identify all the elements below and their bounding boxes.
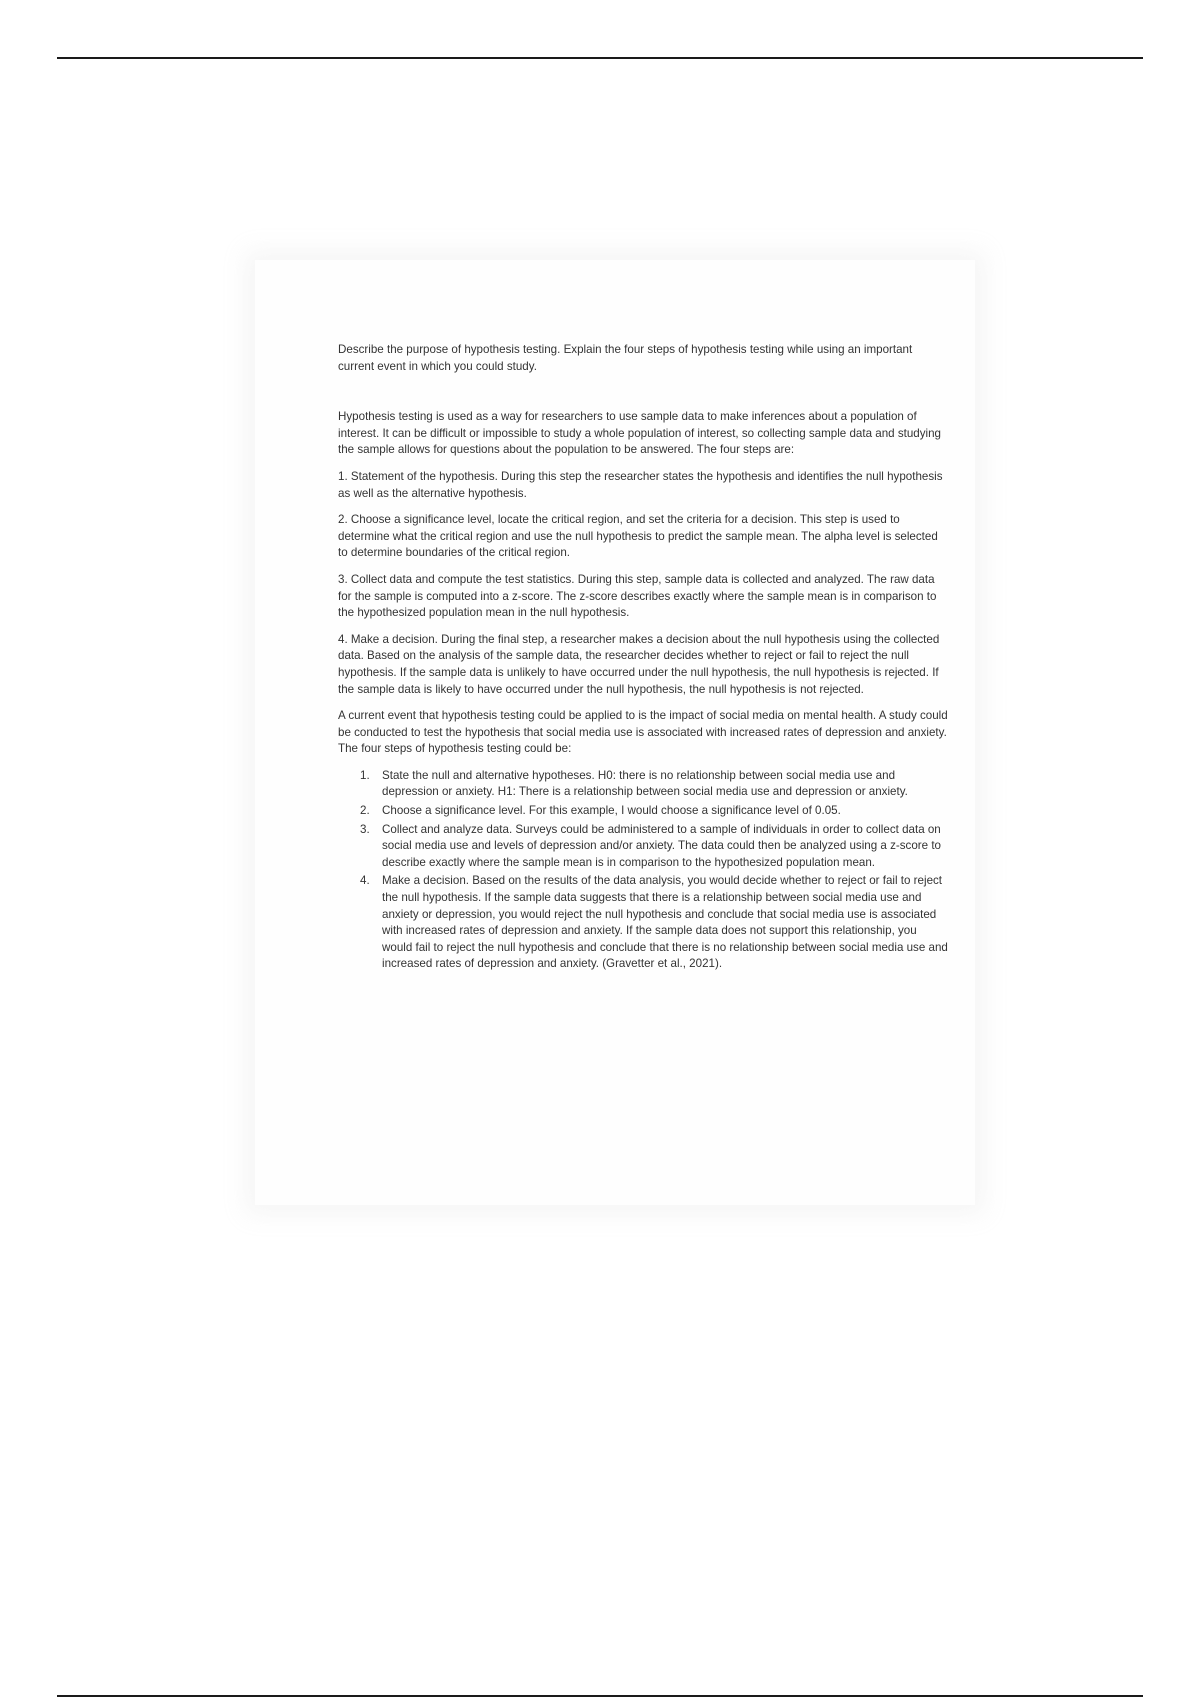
list-item [360,768,948,801]
step-paragraph-1: 1. Statement of the hypothesis. During this step the researcher states the hypothesis and identifies the null hypothesis as well as the alternative hypothesis. [338,469,943,500]
bottom-divider [57,1695,1143,1697]
top-divider [57,57,1143,59]
intro-paragraph: Hypothesis testing is used as a way for researchers to use sample data to make inferences about a population of interest. It can be difficult or impossible to study a whole population of interest, so collecting sample data and studying the sample allows for questions about the population to be answered. The four steps are: [338,410,942,457]
step-paragraph-4: 4. Make a decision. During the final step, a researcher makes a decision about the null hypothesis using the collected data. Based on the analysis of the sample data, the researcher decides whether to reject or fail to reject the null hypothesis. If the sample data is unlikely to have occurred under the null hypothesis, the null hypothesis is rejected. If the sample data is likely to have occurred under the null hypothesis, the null hypothesis is not rejected. [338,632,940,696]
list-item-number: 1. [360,768,370,782]
step-paragraph-3: 3. Collect data and compute the test statistics. During this step, sample data is collected and analyzed. The raw data for the sample is computed into a z-score. The z-score describes exactly where the sample mean is in comparison to the hypothesized population mean in the null hypothesis. [338,572,937,620]
list-item [360,803,948,820]
list-item-text: State the null and alternative hypotheses. H0: there is no relationship between social media use and depression or anxiety. H1: There is a relationship between social media use and depression or anxiety. [382,768,908,799]
list-item-text: Choose a significance level. For this example, I would choose a significance level of 0.05. [382,804,841,818]
list-item-number: 3. [360,822,370,836]
list-item-text: Collect and analyze data. Surveys could be administered to a sample of individuals in order to collect data on social media use and levels of depression and/or anxiety. The data could then be analyzed using a z-score to describe exactly where the sample mean is in comparison to the hypothesized population mean. [382,822,941,869]
document-body [338,342,948,975]
list-item [360,822,948,872]
step-paragraph-2: 2. Choose a significance level, locate the critical region, and set the criteria for a decision. This step is used to determine what the critical region and use the null hypothesis to predict the sample mean. The alpha level is selected to determine boundaries of the critical region. [338,513,938,560]
list-item-number: 2. [360,804,370,818]
example-steps-list [338,768,948,973]
list-item [360,873,948,973]
list-item-number: 4. [360,874,370,888]
current-event-paragraph: A current event that hypothesis testing could be applied to is the impact of social media on mental health. A study could be conducted to test the hypothesis that social media use is associated with increased rates of depression and anxiety. The four steps of hypothesis testing could be: [338,709,948,756]
list-item-text: Make a decision. Based on the results of the data analysis, you would decide whether to reject or fail to reject the null hypothesis. If the sample data suggests that there is a relationship between social media use and anxiety or depression, you would reject the null hypothesis and conclude that social media use is associated with increased rates of depression and anxiety. If the sample data does not support this relationship, you would fail to reject the null hypothesis and conclude that there is no relationship between social media use and increased rates of depression and anxiety. (Gravetter et al., 2021). [382,874,948,971]
question-prompt: Describe the purpose of hypothesis testing. Explain the four steps of hypothesis testing while using an important current event in which you could study. [338,343,913,373]
